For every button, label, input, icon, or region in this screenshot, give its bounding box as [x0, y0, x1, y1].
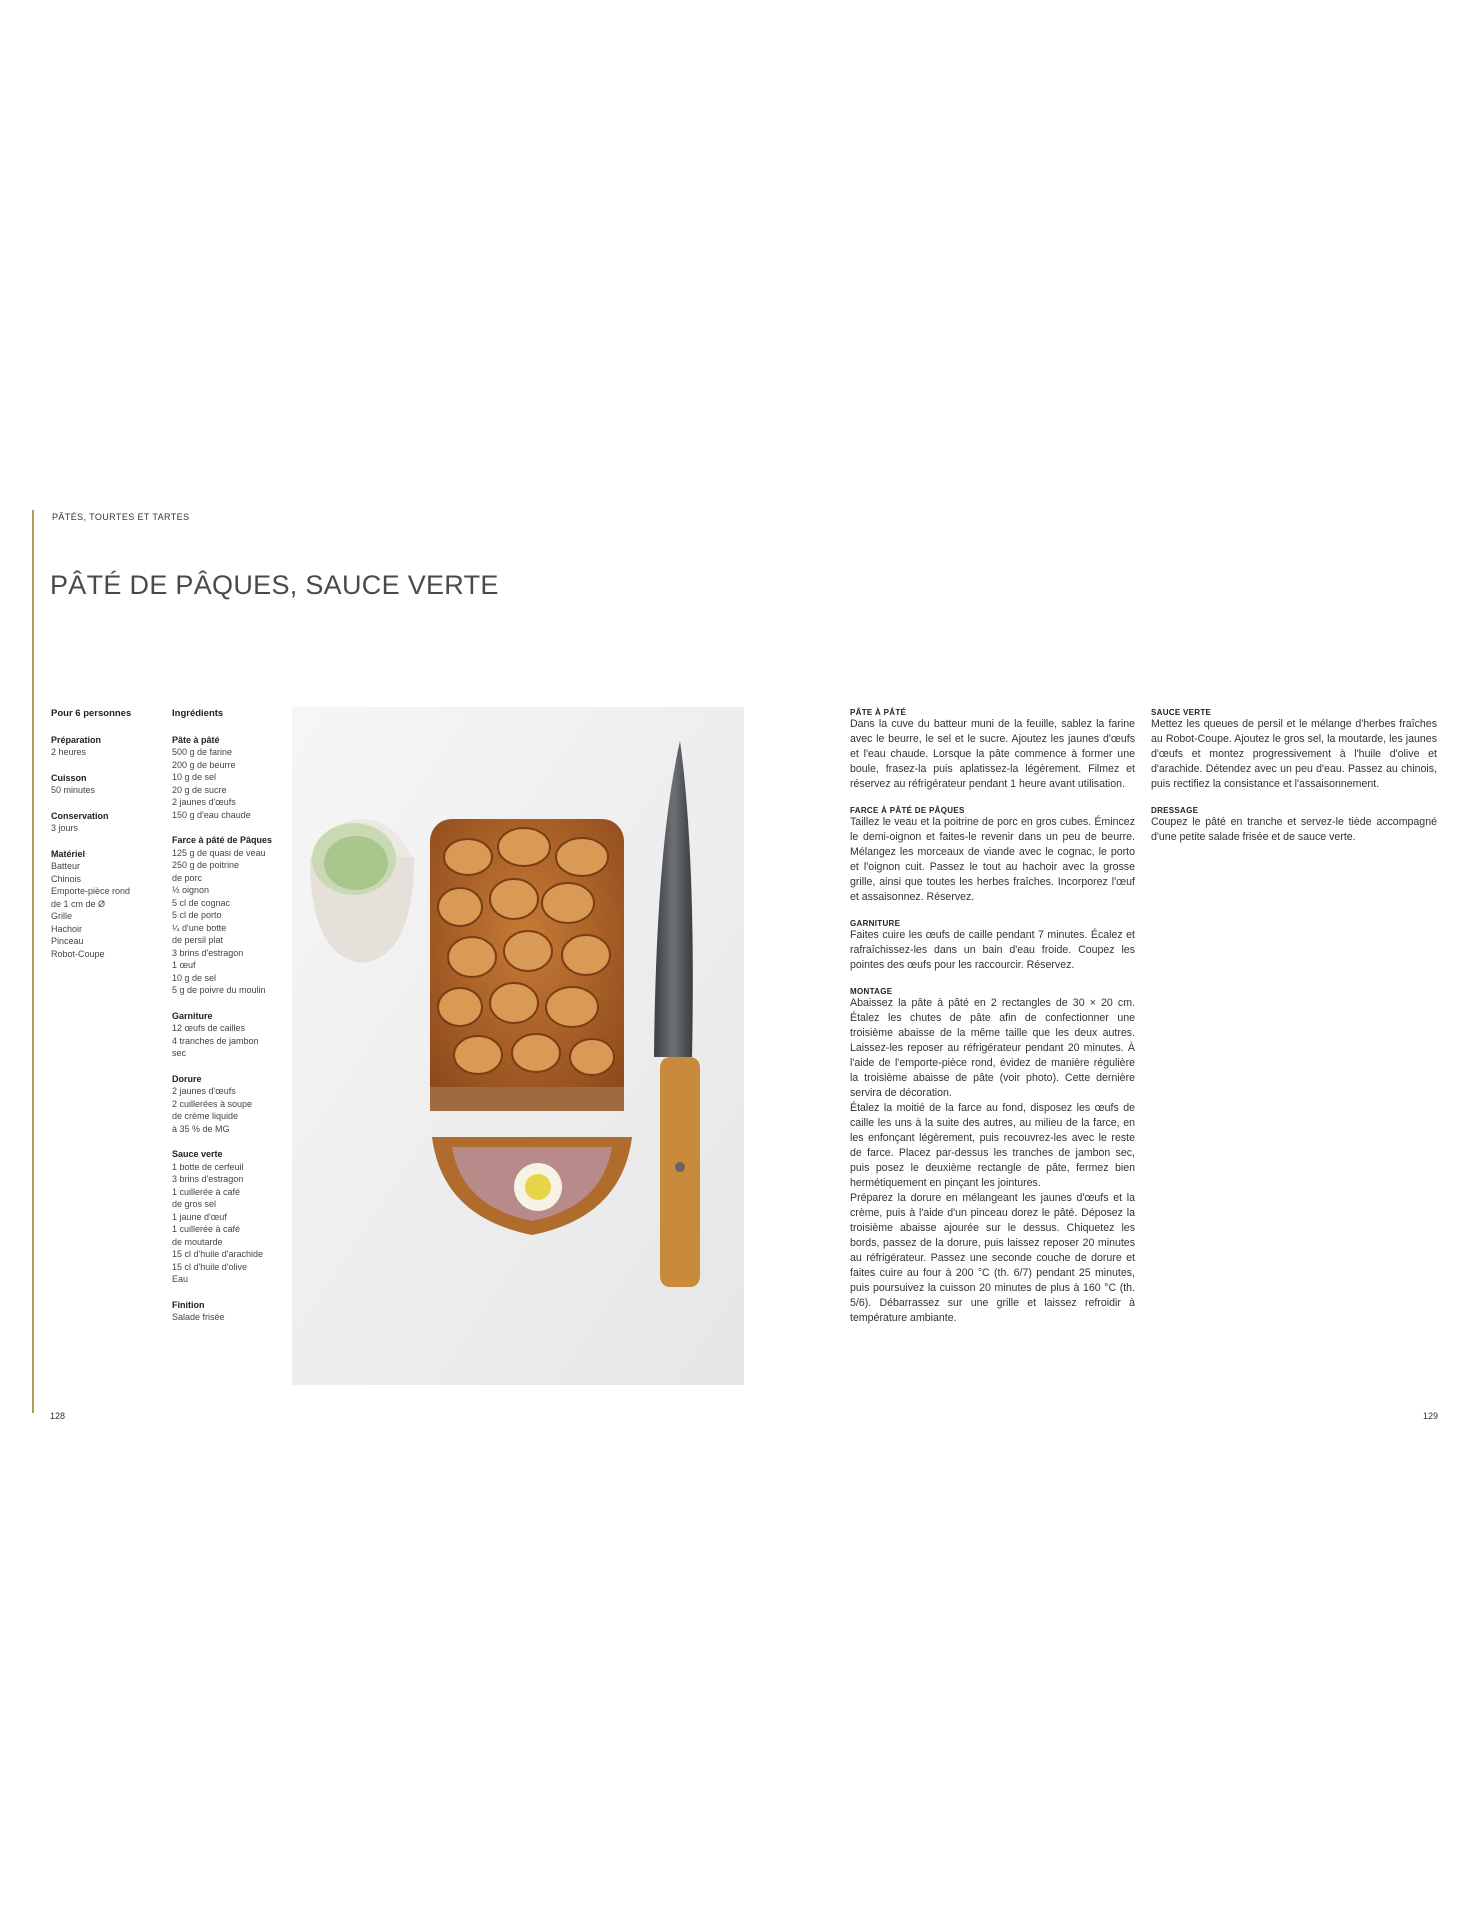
ingredient-line: de gros sel: [172, 1199, 217, 1209]
ingredient-line: 3 brins d'estragon: [172, 947, 244, 958]
ingredient-line: 5 cl de porto: [172, 910, 222, 920]
ingredient-line: 125 g de quasi de veau: [172, 847, 266, 858]
step-title: MONTAGE: [850, 987, 893, 996]
ingredient-line: 1 cuillerée à café: [172, 1224, 241, 1234]
ingredient-line: 200 g de beurre: [172, 759, 236, 770]
ingredient-line: 2 jaunes d'œufs: [172, 1086, 236, 1096]
ingredients-heading: Ingrédients: [172, 708, 224, 719]
pate-photo-illustration: [292, 707, 744, 1385]
ingredient-line: 15 cl d'huile d'olive: [172, 1261, 247, 1272]
pate-loaf-icon: [430, 819, 624, 1111]
ingredient-group-title: Sauce verte: [172, 1149, 223, 1159]
ingredient-group: [172, 1299, 292, 1324]
ingredient-groups: [172, 734, 292, 1324]
ingredient-line: de porc: [172, 872, 203, 883]
ingredient-line: 1 œuf: [172, 960, 196, 970]
materiel-block: Matériel Batteur Chinois Emporte-pièce rond de 1 cm de Ø Grille Hachoir Pinceau Robot-Coupe: [51, 848, 131, 959]
step-block: [1151, 806, 1437, 845]
ingredient-line: 1 cuillerée à café: [172, 1186, 241, 1197]
step-text: Abaissez la pâte à pâté en 2 rectangles de 30 × 20 cm. Étalez les chutes de pâte afin de confectionner une troisième abaisse de la même taille que les deux autres. Laissez-les reposer au réfrigérateur pendant 20 minutes. À l'aide de l'emporte-pièce rond, évidez de manière régulière la troisième abaisse de pâte (voir photo). Cette dernière servira de décoration. Étalez la moitié de la farce au fond, disposez les œufs de caille les uns à la suite des autres, au milieu de la farce, en les enfonçant légèrement, puis recouvrez-les avec le reste de farce. Placez par-dessus les tranches de jambon sec, puis posez le deuxième rectangle de pâte, fermez bien hermétiquement en pinçant les jointures. Préparez la dorure en mélangeant les jaunes d'œufs et la crème, puis à l'aide d'un pinceau dorez le pâté. Déposez la troisième abaisse ajourée sur le dessus. Chiquetez les bords, passez de la dorure, puis laissez reposer 20 minutes au réfrigérateur. Passez une seconde couche de dorure et faites cuire au four à 200 °C (th. 6/7) pendant 25 minutes, puis poursuivez la cuisson 20 minutes de plus à 160 °C (th. 5/6). Débarrassez sur une grille et laissez refroidir à température ambiante.: [850, 997, 1135, 1324]
ingredient-group-title: Farce à pâté de Pâques: [172, 835, 273, 845]
ingredient-line: 20 g de sucre: [172, 784, 227, 795]
ingredient-line: 250 g de poitrine: [172, 860, 240, 870]
ingredient-line: 10 g de sel: [172, 772, 217, 782]
ingredient-line: 10 g de sel: [172, 972, 217, 983]
ingredient-line: ¼ d'une botte: [172, 922, 227, 933]
recipe-photo: [292, 707, 744, 1385]
steps-column-right: [1151, 708, 1437, 859]
step-block: [850, 708, 1135, 792]
step-title: PÂTE À PÂTÉ: [850, 708, 907, 717]
step-text: Taillez le veau et la poitrine de porc en gros cubes. Émincez le demi-oignon et faites-le revenir dans un peu de beurre. Mélangez les morceaux de viande avec le cognac, le porto et l'oignon cuit. Passez le tout au hachoir avec la grosse grille, ainsi que toutes les herbes fraîches. Incorporez l'œuf et assaisonnez. Réservez.: [850, 816, 1135, 903]
ingredient-group: [172, 1148, 292, 1286]
ingredient-group-title: Pâte à pâté: [172, 734, 220, 745]
meta-column: [51, 708, 171, 960]
ingredient-line: 12 œufs de cailles: [172, 1023, 246, 1033]
ingredient-line: Eau: [172, 1274, 189, 1284]
ingredient-group: [172, 1073, 292, 1136]
steps-column-left: [850, 708, 1135, 1340]
step-text: Dans la cuve du batteur muni de la feuille, sablez la farine avec le beurre, le sel et le sucre. Ajoutez les jaunes d'œufs et l'eau chaude. Lorsque la pâte commence à former une boule, frasez-la puis aplatissez-la légèrement. Filmez et réservez au réfrigérateur pendant 1 heure avant utilisation.: [850, 718, 1135, 790]
ingredient-group: [172, 834, 292, 997]
ingredient-group: [172, 734, 292, 822]
ingredient-group: [172, 1010, 292, 1060]
ingredient-line: 1 jaune d'œuf: [172, 1211, 227, 1222]
meta-item: Préparation 2 heures: [51, 734, 102, 757]
step-title: GARNITURE: [850, 919, 901, 928]
step-block: [850, 919, 1135, 973]
ingredient-line: 5 cl de cognac: [172, 897, 231, 908]
ingredient-line: 1 botte de cerfeuil: [172, 1161, 244, 1172]
page-number-right: 129: [1423, 1411, 1439, 1421]
ingredient-line: 500 g de farine: [172, 747, 233, 757]
ingredient-group-title: Garniture: [172, 1010, 213, 1021]
step-block: [850, 806, 1135, 905]
ingredient-line: à 35 % de MG: [172, 1123, 230, 1134]
ingredient-line: 5 g de poivre du moulin: [172, 985, 266, 995]
meta-item: Cuisson 50 minutes: [51, 772, 96, 795]
ingredient-line: 2 cuillerées à soupe: [172, 1098, 253, 1109]
ingredient-line: 15 cl d'huile d'arachide: [172, 1249, 263, 1259]
section-label: PÂTÉS, TOURTES ET TARTES: [52, 512, 190, 522]
servings: Pour 6 personnes: [51, 708, 132, 719]
ingredient-group-title: Finition: [172, 1299, 205, 1310]
ingredient-line: de persil plat: [172, 935, 224, 945]
ingredient-line: 4 tranches de jambon: [172, 1035, 259, 1046]
ingredient-line: Salade frisée: [172, 1312, 225, 1322]
step-text: Mettez les queues de persil et le mélange d'herbes fraîches au Robot-Coupe. Ajoutez le gros sel, la moutarde, les jaunes d'œufs et montez progressivement à l'huile d'olive et d'arachide. Détendez avec un peu d'eau. Passez au chinois, puis rectifiez la consistance et l'assaisonnement.: [1151, 718, 1437, 790]
step-title: DRESSAGE: [1151, 806, 1199, 815]
ingredient-line: 2 jaunes d'œufs: [172, 797, 236, 807]
ingredient-line: 3 brins d'estragon: [172, 1174, 244, 1184]
recipe-title: PÂTÉ DE PÂQUES, SAUCE VERTE: [50, 570, 499, 600]
ingredient-line: de crème liquide: [172, 1111, 239, 1121]
step-title: FARCE À PÂTÉ DE PÂQUES: [850, 806, 965, 815]
ingredient-line: sec: [172, 1048, 187, 1058]
ingredient-group-title: Dorure: [172, 1073, 202, 1084]
step-title: SAUCE VERTE: [1151, 708, 1212, 717]
ingredients-column: [172, 708, 292, 1324]
step-text: Coupez le pâté en tranche et servez-le tiède accompagné d'une petite salade frisée et de sauce verte.: [1151, 816, 1437, 843]
ingredient-line: ½ oignon: [172, 885, 210, 895]
step-block: [1151, 708, 1437, 792]
page-number-left: 128: [50, 1411, 66, 1421]
margin-rule: [32, 510, 34, 1413]
ingredient-line: de moutarde: [172, 1236, 223, 1247]
ingredient-line: 150 g d'eau chaude: [172, 809, 251, 820]
step-block: [850, 987, 1135, 1326]
step-text: Faites cuire les œufs de caille pendant 7 minutes. Écalez et rafraîchissez-les dans un bain d'eau froide. Coupez les pointes des œufs pour les raccourcir. Réservez.: [850, 929, 1135, 971]
meta-item: Conservation 3 jours: [51, 810, 109, 833]
